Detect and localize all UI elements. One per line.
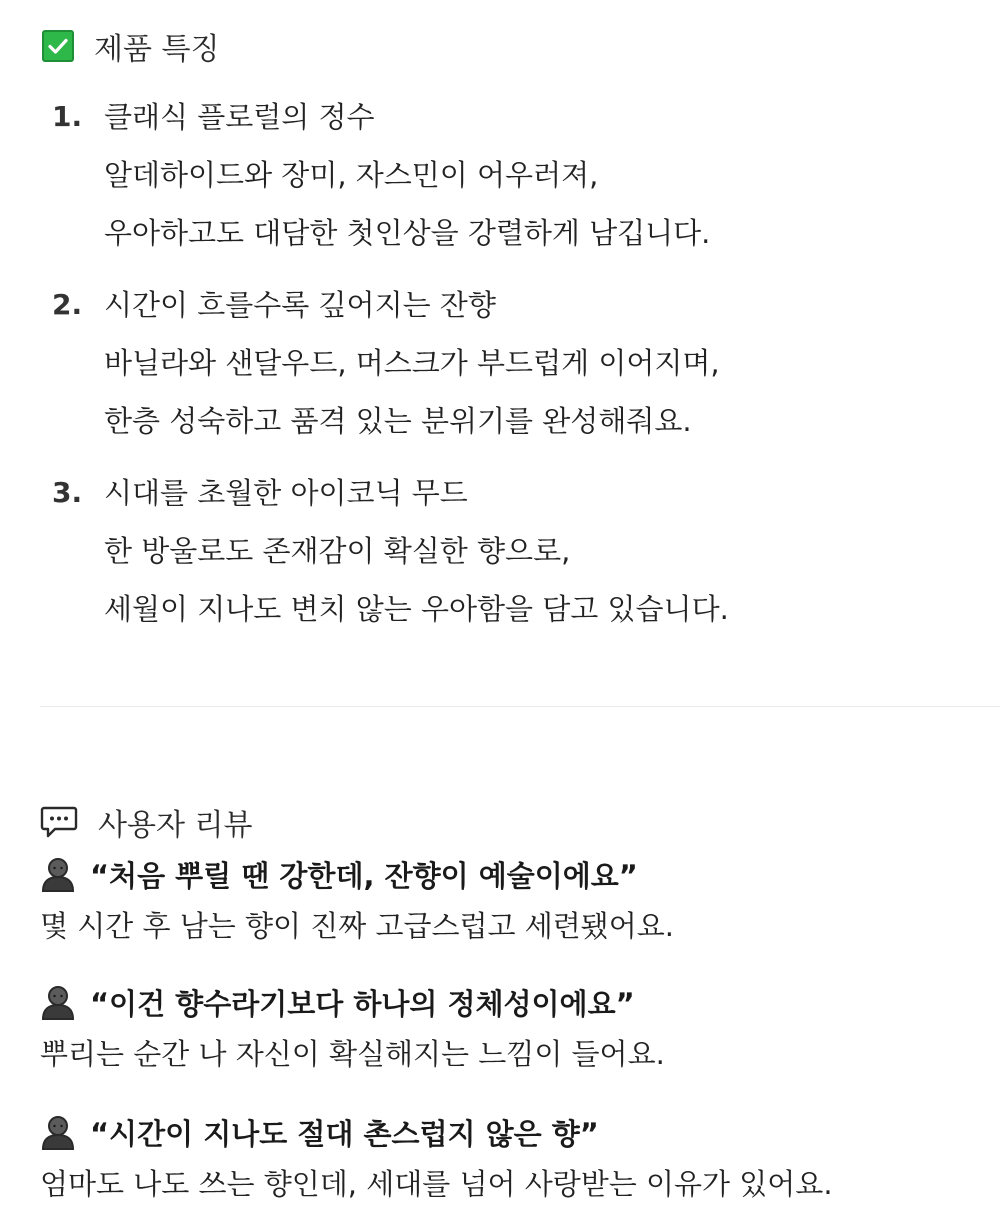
feature-body [104,88,710,262]
person-avatar-icon [40,983,76,1021]
features-list [52,88,982,652]
review-quote: “시간이 지나도 절대 촌스럽지 않은 향” [90,1116,599,1151]
feature-title: 시대를 초월한 아이코닉 무드 [104,476,468,510]
feature-description-line: 알데하이드와 장미, 자스민이 어우러져, [104,158,599,192]
review-item [40,980,990,1084]
reviews-heading-label: 사용자 리뷰 [98,808,253,843]
features-heading [42,24,219,68]
review-quote-row [40,1110,990,1154]
check-box-icon [42,30,74,62]
feature-item [52,464,982,638]
review-body: 엄마도 나도 쓰는 향인데, 세대를 넘어 사랑받는 이유가 있어요. [40,1167,833,1201]
review-quote-row [40,852,990,896]
reviews-heading [40,800,252,844]
feature-description-line: 세월이 지나도 변치 않는 우아함을 담고 있습니다. [104,592,729,626]
feature-description-line: 한층 성숙하고 품격 있는 분위기를 완성해줘요. [104,404,692,438]
feature-item [52,276,982,450]
feature-title: 시간이 흐를수록 깊어지는 잔향 [104,288,496,322]
feature-number: 3. [52,476,83,509]
review-body: 뿌리는 순간 나 자신이 확실해지는 느낌이 들어요. [40,1037,665,1071]
feature-number: 1. [52,100,83,133]
feature-number: 2. [52,288,83,321]
person-avatar-icon [40,1113,76,1151]
feature-body [104,464,729,638]
feature-body [104,276,720,450]
person-avatar-icon [40,855,76,893]
feature-description-line: 한 방울로도 존재감이 확실한 향으로, [104,534,571,568]
feature-description-line: 우아하고도 대담한 첫인상을 강렬하게 남깁니다. [104,216,711,250]
feature-description-line: 바닐라와 샌달우드, 머스크가 부드럽게 이어지며, [104,346,720,380]
review-quote: “이건 향수라기보다 하나의 정체성이에요” [90,986,635,1021]
speech-bubble-icon [40,805,78,839]
review-quote-row [40,980,990,1024]
review-body: 몇 시간 후 남는 향이 진짜 고급스럽고 세련됐어요. [40,909,675,943]
feature-title: 클래식 플로럴의 정수 [104,100,375,134]
review-item [40,852,990,956]
review-item [40,1110,990,1214]
feature-item [52,88,982,262]
review-quote: “처음 뿌릴 땐 강한데, 잔향이 예술이에요” [90,858,638,893]
section-divider [40,706,1000,707]
features-heading-label: 제품 특징 [94,32,220,67]
